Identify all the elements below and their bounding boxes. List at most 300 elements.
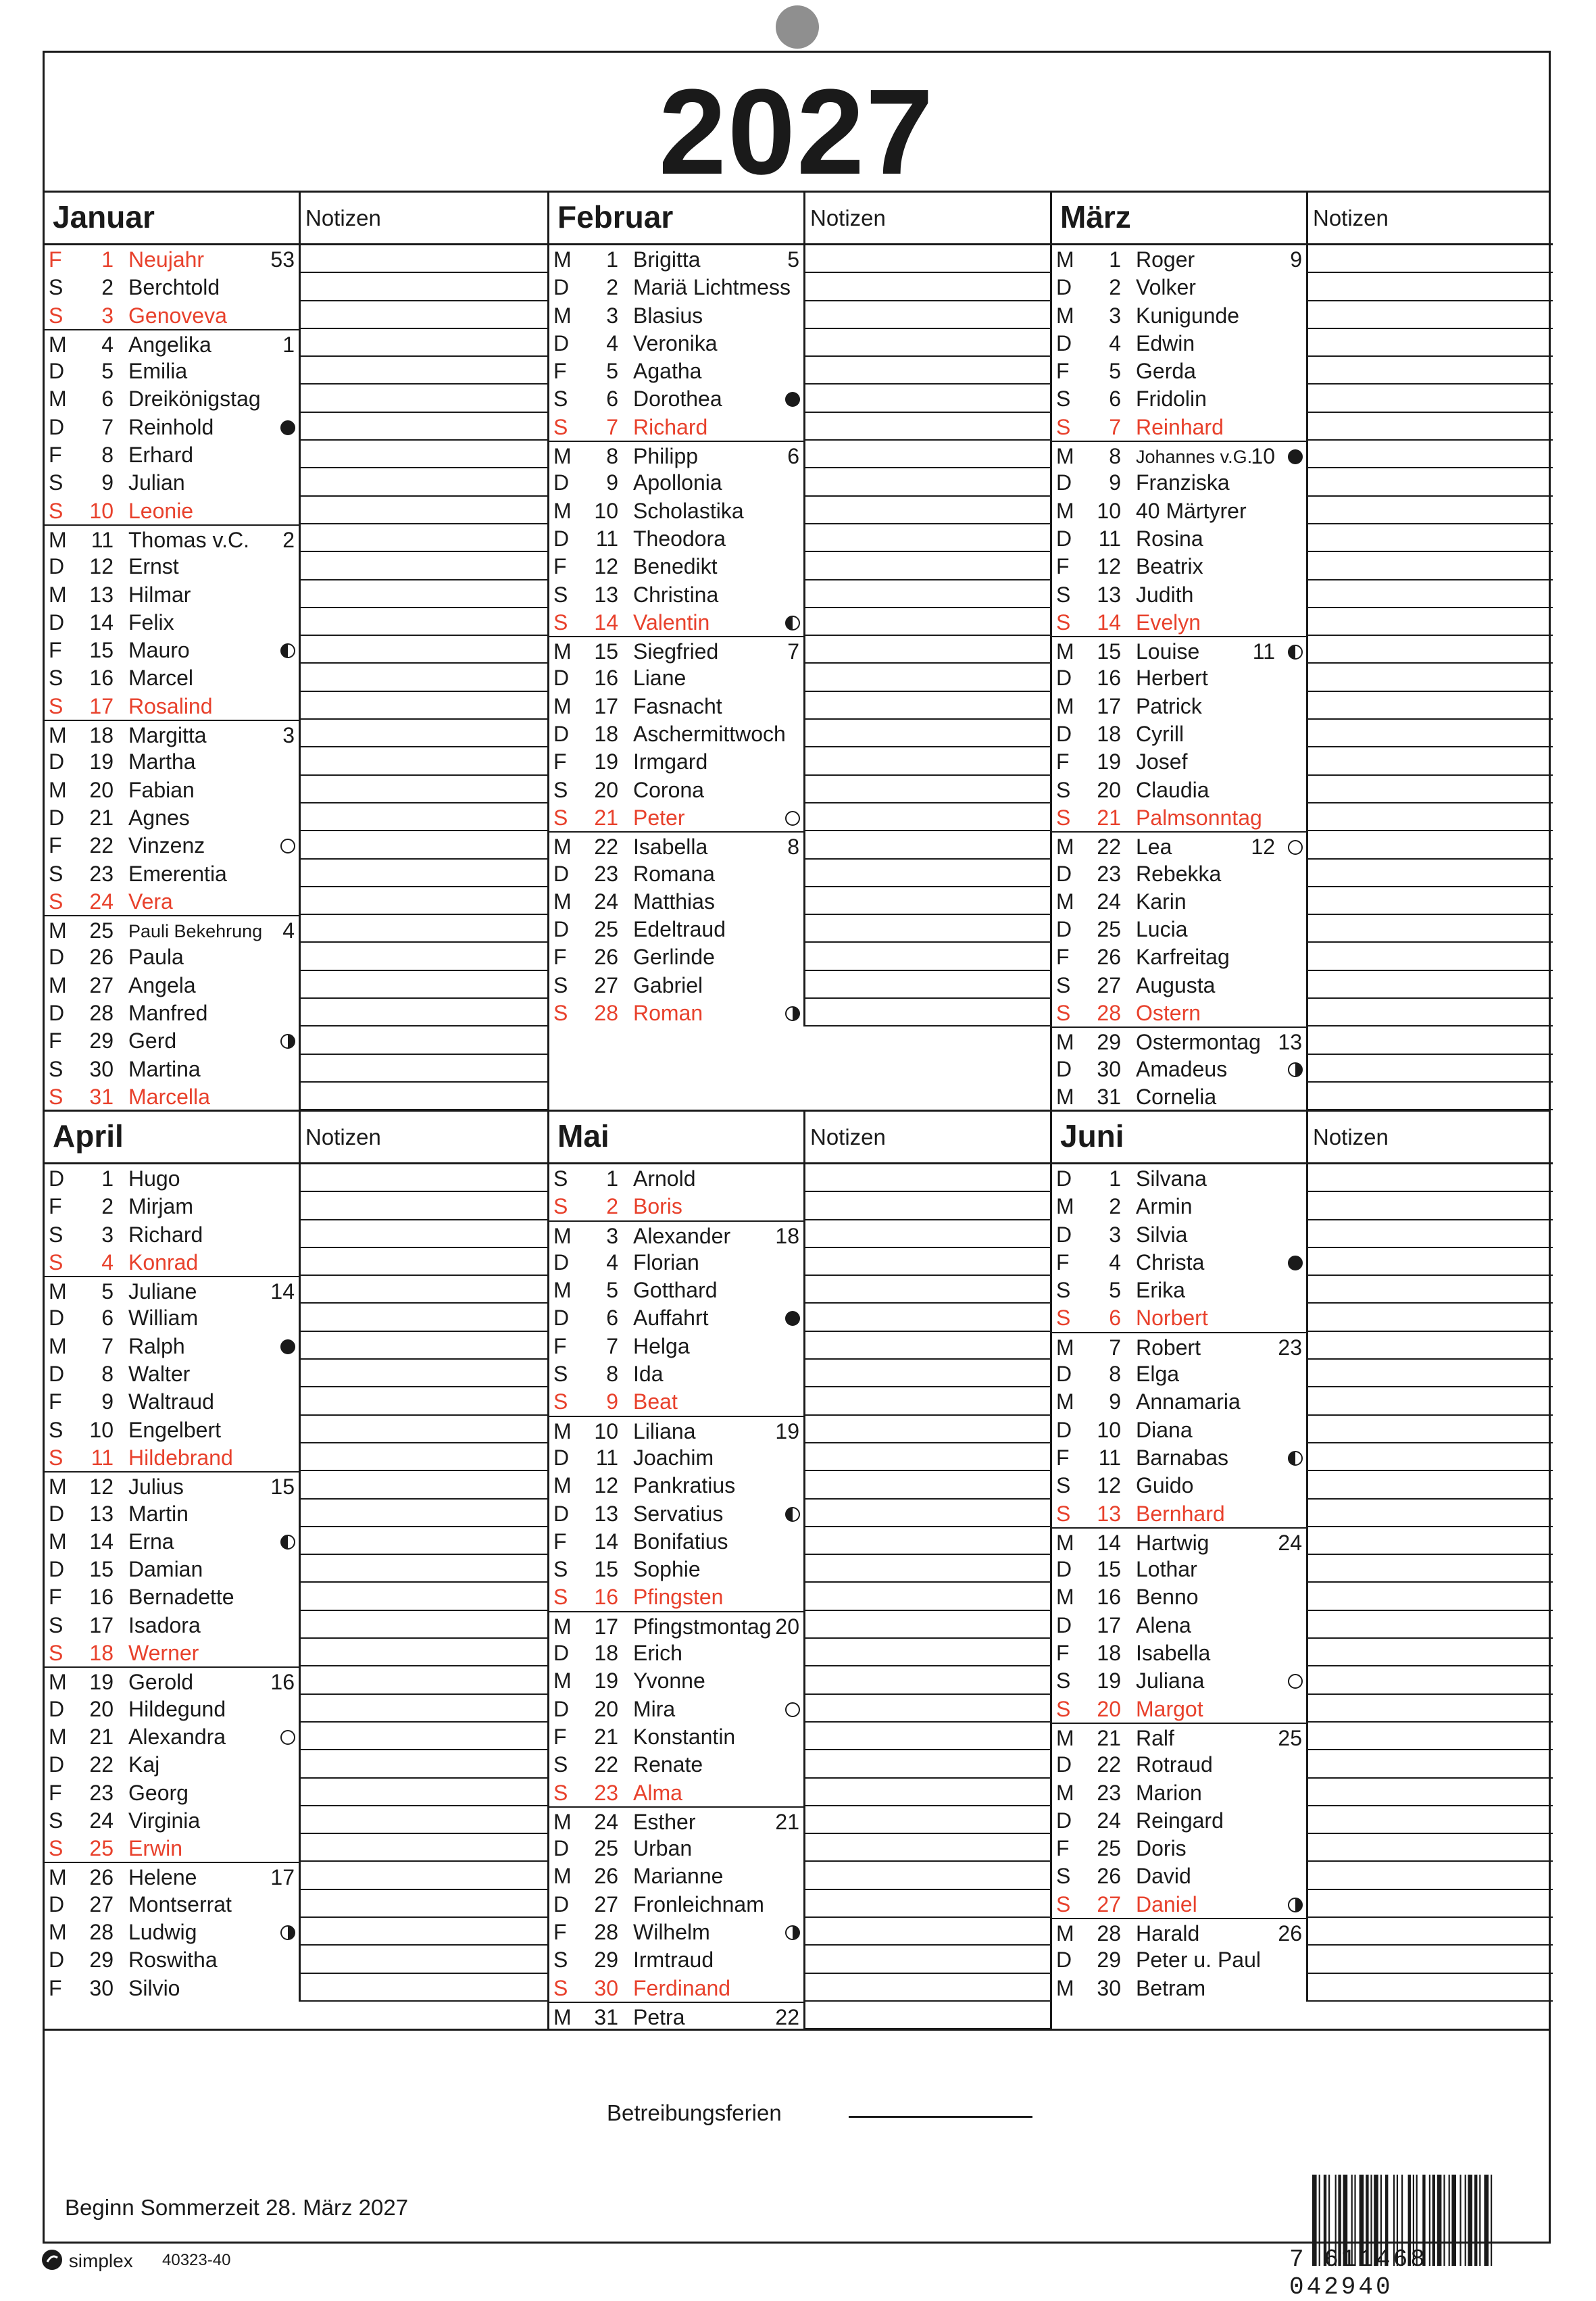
note-line[interactable] [301,915,547,943]
note-line[interactable] [1308,803,1553,831]
note-line[interactable] [805,1806,1050,1834]
day-number: 4 [1109,1250,1121,1275]
day-row [549,329,803,357]
note-line[interactable] [805,636,1050,664]
name-day: Reinhard [1136,414,1224,439]
note-line[interactable] [301,468,547,496]
note-line[interactable] [805,1779,1050,1806]
note-line[interactable] [1308,1723,1553,1750]
note-line[interactable] [1308,1639,1553,1666]
note-line[interactable] [301,943,547,970]
note-line[interactable] [805,385,1050,412]
note-line[interactable] [1308,1779,1553,1806]
note-line[interactable] [1308,1555,1553,1583]
note-line[interactable] [805,747,1050,775]
note-line[interactable] [805,1611,1050,1639]
note-line[interactable] [805,357,1050,385]
note-line[interactable] [1308,1387,1553,1415]
note-line[interactable] [805,1695,1050,1723]
note-line[interactable] [1308,1360,1553,1387]
name-day: Leonie [128,498,194,523]
note-line[interactable] [301,803,547,831]
day-number: 9 [1109,470,1121,495]
day-row [45,1471,299,1499]
note-line[interactable] [1308,524,1553,552]
note-line[interactable] [301,1055,547,1083]
day-number: 23 [89,1780,114,1805]
note-line[interactable] [301,1918,547,1946]
note-line[interactable] [805,831,1050,859]
note-line[interactable] [301,1862,547,1889]
day-row [549,413,803,441]
note-line[interactable] [301,1555,547,1583]
note-line[interactable] [1308,971,1553,999]
note-line[interactable] [301,1443,547,1471]
note-line[interactable] [301,1834,547,1862]
day-row [1052,1666,1306,1694]
moon-first-icon [1287,1450,1303,1470]
note-line[interactable] [301,831,547,859]
note-line[interactable] [1308,747,1553,775]
note-line[interactable] [805,1946,1050,1973]
day-number: 9 [101,1389,114,1414]
note-line[interactable] [805,441,1050,468]
note-line[interactable] [301,1695,547,1723]
note-line[interactable] [301,413,547,441]
note-line[interactable] [301,1946,547,1973]
note-line[interactable] [1308,636,1553,664]
note-line[interactable] [301,1276,547,1304]
day-number: 3 [1109,303,1121,328]
day-number: 29 [1097,1948,1121,1973]
day-number: 26 [89,1865,114,1890]
name-day: Mirjam [128,1194,193,1219]
day-number: 14 [594,610,618,635]
note-line[interactable] [301,1416,547,1443]
weekday: M [553,1668,572,1693]
day-number: 10 [1097,1417,1121,1442]
weekday: D [553,275,570,300]
note-line[interactable] [805,1639,1050,1666]
note-line[interactable] [805,999,1050,1026]
note-line[interactable] [805,1192,1050,1220]
note-line[interactable] [301,636,547,664]
day-number: 26 [89,945,114,970]
weekday: S [49,303,64,328]
note-line[interactable] [805,1834,1050,1862]
note-line[interactable] [805,1723,1050,1750]
day-number: 23 [594,861,618,886]
note-line[interactable] [301,524,547,552]
note-line[interactable] [301,1806,547,1834]
day-number: 26 [1097,1864,1121,1889]
note-line[interactable] [301,1248,547,1276]
note-line[interactable] [1308,1332,1553,1360]
note-line[interactable] [301,664,547,691]
note-line[interactable] [1308,860,1553,887]
note-line[interactable] [1308,1974,1553,2002]
weekday: S [49,1808,64,1833]
note-line[interactable] [301,747,547,775]
note-line[interactable] [1308,1806,1553,1834]
note-line[interactable] [1308,273,1553,301]
note-line[interactable] [301,1387,547,1415]
note-line[interactable] [1308,887,1553,915]
day-number: 13 [594,1501,618,1526]
note-line[interactable] [1308,1276,1553,1304]
day-row [1052,608,1306,636]
name-day: Siegfried [633,639,719,664]
name-day: Aschermittwoch [633,722,786,747]
day-row [45,664,299,691]
name-day: Roman [633,1001,703,1026]
note-line[interactable] [1308,1666,1553,1694]
weekday: M [553,889,572,914]
weekday: D [49,1166,65,1191]
name-day: Erwin [128,1836,183,1861]
note-line[interactable] [301,1666,547,1694]
note-line[interactable] [301,1192,547,1220]
note-line[interactable] [301,887,547,915]
note-line[interactable] [1308,301,1553,329]
day-number: 17 [89,693,114,718]
note-line[interactable] [1308,497,1553,524]
week-number: 11 [1252,639,1275,664]
weekday: D [553,1445,570,1470]
note-line[interactable] [1308,692,1553,720]
weekday: S [553,610,568,635]
note-line[interactable] [1308,1304,1553,1331]
day-number: 7 [1109,414,1121,439]
day-row [45,1779,299,1806]
note-line[interactable] [1308,1248,1553,1276]
note-line[interactable] [805,1387,1050,1415]
note-line[interactable] [301,497,547,524]
note-line[interactable] [301,441,547,468]
note-line[interactable] [301,1639,547,1666]
note-line[interactable] [1308,1890,1553,1918]
weekday: D [49,1362,65,1387]
day-row [45,1248,299,1276]
note-line[interactable] [805,1862,1050,1889]
day-number: 4 [1109,330,1121,355]
week-number: 20 [775,1614,799,1639]
note-line[interactable] [301,776,547,803]
note-line[interactable] [805,1220,1050,1248]
weekday: M [49,972,67,997]
note-line[interactable] [1308,1862,1553,1889]
note-line[interactable] [301,1611,547,1639]
note-line[interactable] [301,1500,547,1527]
name-day: Genoveva [128,303,227,328]
day-number: 6 [1109,387,1121,412]
note-line[interactable] [805,1360,1050,1387]
day-number: 4 [606,330,618,355]
header-column-divider [1306,191,1308,245]
note-line[interactable] [301,580,547,608]
weekday: F [1056,1445,1070,1470]
day-row [549,692,803,720]
name-day: Marianne [633,1864,724,1889]
month-name: März [1060,199,1131,234]
day-number: 18 [1097,722,1121,747]
day-number: 19 [1097,749,1121,774]
note-line[interactable] [301,1304,547,1331]
note-line[interactable] [1308,385,1553,412]
day-row [1052,497,1306,524]
note-line[interactable] [805,720,1050,747]
note-line[interactable] [805,1416,1050,1443]
note-line[interactable] [301,245,547,273]
weekday: D [553,917,570,942]
note-line[interactable] [1308,720,1553,747]
name-day: Fasnacht [633,693,722,718]
weekday: S [49,666,64,691]
note-line[interactable] [1308,441,1553,468]
note-line[interactable] [1308,831,1553,859]
note-line[interactable] [805,329,1050,357]
note-line[interactable] [805,1666,1050,1694]
note-line[interactable] [301,1779,547,1806]
day-number: 15 [594,1557,618,1582]
note-line[interactable] [1308,999,1553,1026]
note-line[interactable] [805,664,1050,691]
weekday: D [1056,1557,1072,1582]
name-day: Christa [1136,1250,1205,1275]
day-row [45,1723,299,1750]
note-line[interactable] [805,1583,1050,1610]
note-line[interactable] [1308,580,1553,608]
note-line[interactable] [301,1974,547,2002]
note-line[interactable] [1308,413,1553,441]
note-line[interactable] [805,860,1050,887]
note-line[interactable] [1308,1055,1553,1083]
note-line[interactable] [1308,943,1553,970]
day-number: 5 [606,359,618,384]
note-line[interactable] [301,1026,547,1054]
weekday: S [1056,1278,1071,1303]
note-line[interactable] [805,1527,1050,1555]
note-line[interactable] [805,1332,1050,1360]
note-line[interactable] [805,1890,1050,1918]
note-line[interactable] [805,497,1050,524]
note-line[interactable] [805,1276,1050,1304]
note-line[interactable] [301,971,547,999]
note-line[interactable] [301,1583,547,1610]
note-line[interactable] [1308,245,1553,273]
note-line[interactable] [301,692,547,720]
name-day: Mira [633,1696,676,1721]
note-line[interactable] [301,1360,547,1387]
name-day: Harald [1136,1921,1200,1946]
weekday: S [553,777,568,802]
day-number: 25 [594,1836,618,1861]
note-line[interactable] [805,692,1050,720]
day-number: 15 [1097,639,1121,664]
note-line[interactable] [805,915,1050,943]
note-line[interactable] [805,1555,1050,1583]
weekday: F [553,749,567,774]
note-line[interactable] [805,468,1050,496]
note-line[interactable] [805,1471,1050,1499]
note-line[interactable] [1308,776,1553,803]
note-line[interactable] [805,1918,1050,1946]
weekday: S [1056,777,1071,802]
header-column-divider [1306,1110,1308,1164]
weekday: D [49,1948,65,1973]
weekday: F [1056,1836,1070,1861]
note-line[interactable] [1308,1834,1553,1862]
day-row [549,1639,803,1666]
note-line[interactable] [805,608,1050,636]
note-line[interactable] [1308,357,1553,385]
day-row [549,497,803,524]
note-line[interactable] [301,1723,547,1750]
note-line[interactable] [1308,1946,1553,1973]
note-line[interactable] [1308,1695,1553,1723]
note-line[interactable] [1308,1443,1553,1471]
note-line[interactable] [1308,1192,1553,1220]
note-line[interactable] [1308,1583,1553,1610]
week-number: 16 [270,1670,295,1695]
note-line[interactable] [1308,664,1553,691]
day-row [549,1611,803,1639]
note-line[interactable] [301,357,547,385]
note-line[interactable] [805,776,1050,803]
note-line[interactable] [301,860,547,887]
day-row [45,1834,299,1862]
day-number: 11 [91,527,114,552]
day-number: 10 [594,1418,618,1443]
month-april [45,1110,547,2029]
note-line[interactable] [1308,915,1553,943]
note-line[interactable] [1308,329,1553,357]
name-day: Elga [1136,1362,1180,1387]
note-line[interactable] [1308,1083,1553,1110]
month-header [549,191,1050,245]
weekday: S [49,1417,64,1442]
note-line[interactable] [805,580,1050,608]
note-line[interactable] [805,524,1050,552]
name-day: Irmgard [633,749,708,774]
day-number: 4 [606,1250,618,1275]
day-row [1052,1083,1306,1110]
weekday: S [49,1084,64,1109]
name-day: Martha [128,749,196,774]
note-line[interactable] [301,1164,547,1192]
note-line[interactable] [805,1750,1050,1778]
note-line[interactable] [805,1164,1050,1192]
weekday: F [1056,1250,1070,1275]
weekday: M [553,1614,572,1639]
note-line[interactable] [805,1974,1050,2002]
note-line[interactable] [1308,1500,1553,1527]
note-line[interactable] [805,887,1050,915]
note-line[interactable] [805,1248,1050,1276]
day-number: 22 [1097,835,1121,860]
notes-area [805,245,1050,1026]
note-line[interactable] [301,720,547,747]
note-line[interactable] [1308,1220,1553,1248]
day-number: 22 [594,835,618,860]
day-number: 20 [1097,777,1121,802]
note-line[interactable] [805,1500,1050,1527]
day-number: 29 [89,1948,114,1973]
day-row [45,1026,299,1054]
name-day: Konrad [128,1250,199,1275]
note-line[interactable] [1308,608,1553,636]
note-line[interactable] [805,971,1050,999]
day-number: 16 [1097,666,1121,691]
day-number: 12 [89,554,114,579]
note-line[interactable] [805,2002,1050,2029]
note-line[interactable] [301,329,547,357]
day-row [549,1555,803,1583]
name-day: Fabian [128,777,195,802]
note-line[interactable] [301,1220,547,1248]
note-line[interactable] [805,273,1050,301]
note-line[interactable] [805,1443,1050,1471]
day-number: 9 [101,470,114,495]
note-line[interactable] [301,1332,547,1360]
note-line[interactable] [1308,468,1553,496]
name-day: David [1136,1864,1191,1889]
note-line[interactable] [301,1527,547,1555]
note-line[interactable] [1308,1164,1553,1192]
weekday: F [553,359,567,384]
note-line[interactable] [301,385,547,412]
note-line[interactable] [805,1304,1050,1331]
day-number: 31 [594,2004,618,2029]
note-line[interactable] [805,803,1050,831]
note-line[interactable] [805,413,1050,441]
note-line[interactable] [301,552,547,580]
note-line[interactable] [805,943,1050,970]
note-line[interactable] [301,301,547,329]
note-line[interactable] [1308,1750,1553,1778]
note-line[interactable] [1308,1527,1553,1555]
day-row [549,1416,803,1443]
note-line[interactable] [1308,1026,1553,1054]
name-day: Theodora [633,526,726,551]
day-row [549,1471,803,1499]
day-number: 26 [594,945,618,970]
note-line[interactable] [1308,1918,1553,1946]
note-line[interactable] [301,1471,547,1499]
note-line[interactable] [805,301,1050,329]
month-name: Juni [1060,1118,1124,1154]
note-line[interactable] [1308,1611,1553,1639]
note-line[interactable] [301,1083,547,1110]
note-line[interactable] [301,273,547,301]
note-line[interactable] [301,999,547,1026]
day-number: 19 [89,749,114,774]
note-line[interactable] [1308,1471,1553,1499]
note-line[interactable] [301,608,547,636]
note-line[interactable] [1308,1416,1553,1443]
days-list [549,1164,805,2029]
name-day: Lea [1136,835,1172,860]
note-line[interactable] [805,245,1050,273]
note-line[interactable] [805,552,1050,580]
weekday: M [49,723,67,748]
weekday: F [49,1780,62,1805]
name-day: Alena [1136,1612,1191,1637]
weekday: F [1056,359,1070,384]
note-line[interactable] [301,1750,547,1778]
note-line[interactable] [301,1890,547,1918]
note-line[interactable] [1308,552,1553,580]
